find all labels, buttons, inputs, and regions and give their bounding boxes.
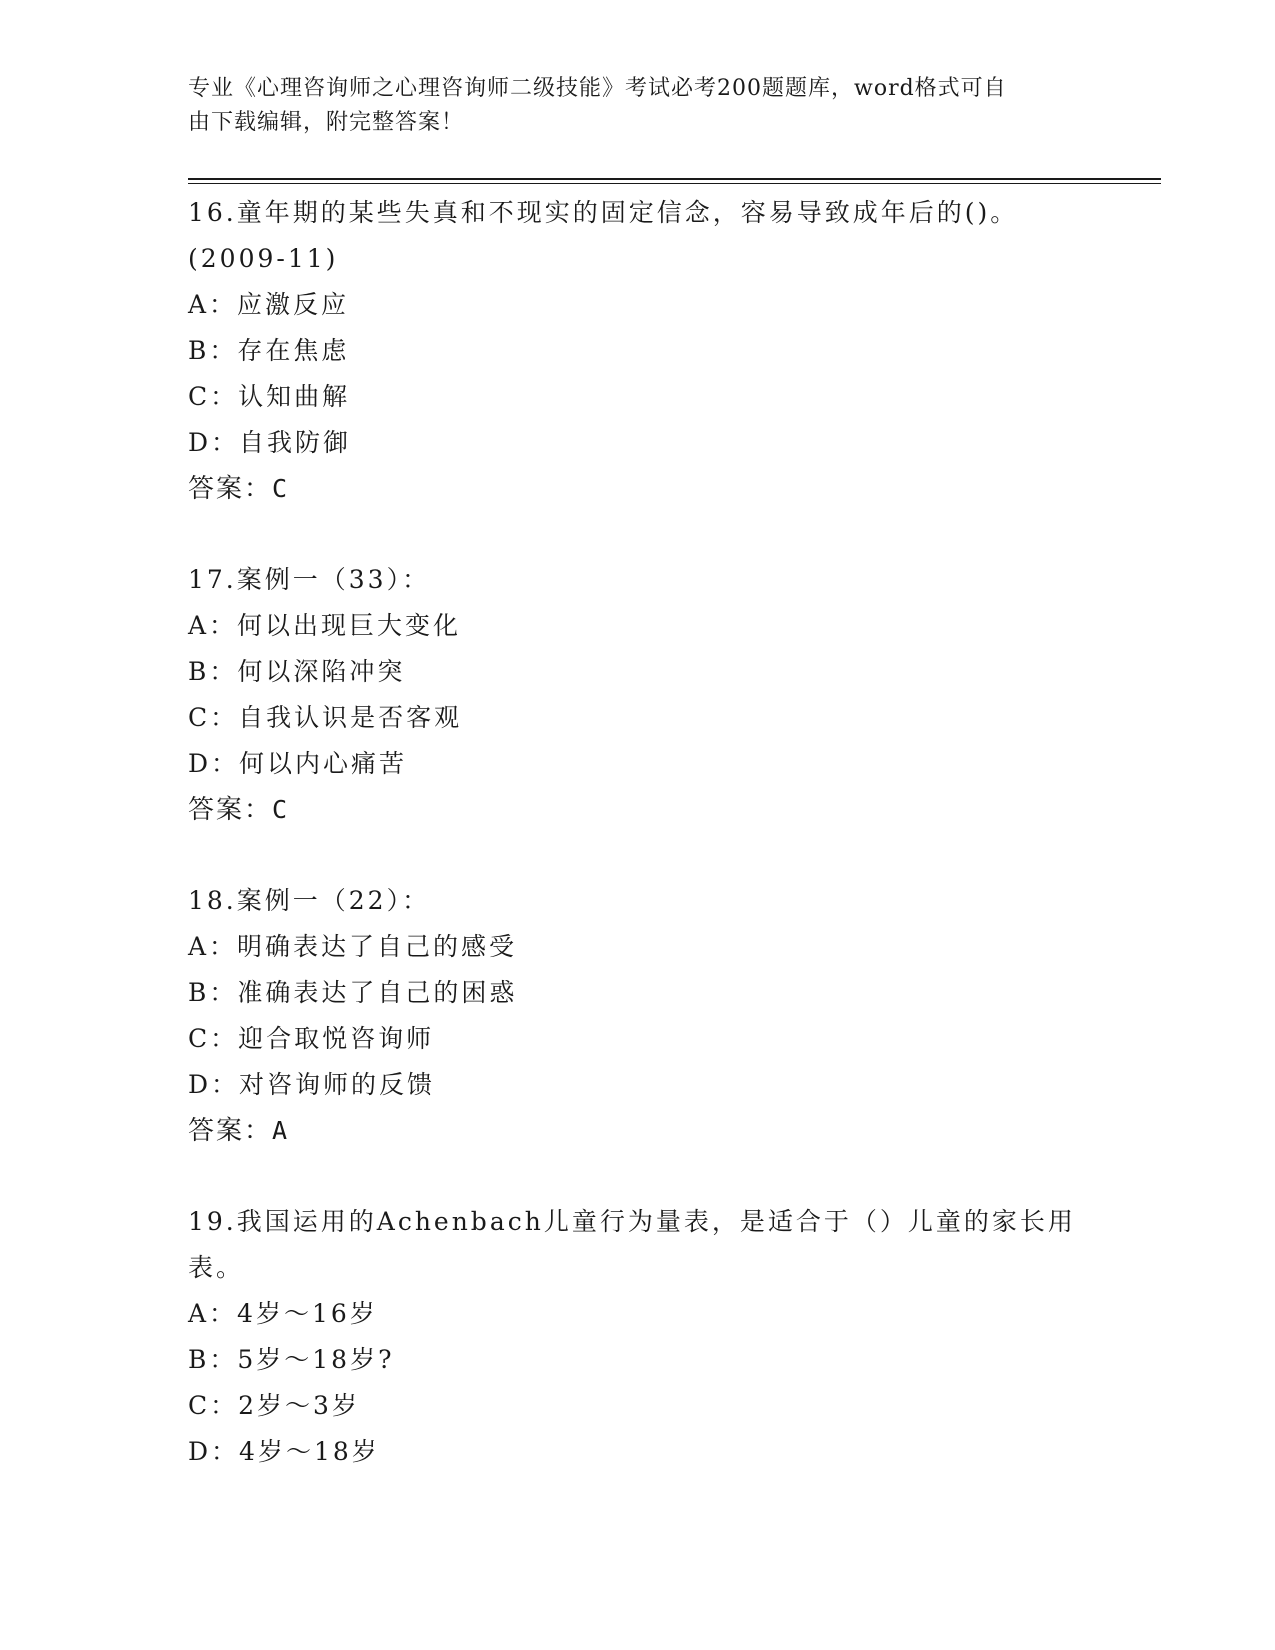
option-b: B：5岁～18岁? [188,1345,395,1374]
option-d: D：何以内心痛苦 [188,749,408,778]
answer-value: C [272,474,290,503]
option-c: C：自我认识是否客观 [188,703,463,732]
question-stem: 16.童年期的某些失真和不现实的固定信念，容易导致成年后的()。 [188,198,1019,227]
header-line-1: 专业《心理咨询师之心理咨询师二级技能》考试必考200题题库，word格式可自 [188,76,1007,101]
answer-label: 答案： [188,1116,273,1146]
option-a: A：应激反应 [188,290,350,319]
answer-value: A [272,1116,290,1145]
answer-label: 答案： [188,795,273,825]
question-list [188,190,1088,1475]
answer-line [188,1108,1088,1154]
spacer [188,833,1088,878]
header-divider-thick [188,178,1161,180]
document-header [188,72,1068,140]
answer-line [188,466,1088,512]
option-c: C：迎合取悦咨询师 [188,1024,435,1053]
answer-line [188,787,1088,833]
option-a: A：明确表达了自己的感受 [188,932,518,961]
header-divider-thin [188,183,1161,184]
question-stem-continued: 表。 [188,1253,245,1282]
option-d: D：对咨询师的反馈 [188,1070,436,1099]
option-b: B：存在焦虑 [188,336,350,365]
option-d: D：4岁～18岁 [188,1437,380,1466]
spacer [188,1154,1088,1199]
header-line-2: 由下载编辑，附完整答案！ [188,110,465,135]
question-19 [188,1199,1088,1475]
answer-label: 答案： [188,474,273,504]
question-stem: 19.我国运用的Achenbach儿童行为量表，是适合于（）儿童的家长用 [188,1207,1076,1236]
question-17 [188,557,1088,833]
option-b: B：何以深陷冲突 [188,657,406,686]
question-stem-continued: (2009-11) [188,244,339,273]
option-c: C：认知曲解 [188,382,351,411]
spacer [188,512,1088,557]
question-stem: 18.案例一（22）： [188,886,431,915]
question-18 [188,878,1088,1154]
option-a: A：4岁～16岁 [188,1299,378,1328]
answer-value: C [272,795,290,824]
question-stem: 17.案例一（33）： [188,565,431,594]
option-c: C：2岁～3岁 [188,1391,360,1420]
option-d: D：自我防御 [188,428,352,457]
option-a: A：何以出现巨大变化 [188,611,462,640]
option-b: B：准确表达了自己的困惑 [188,978,518,1007]
question-16 [188,190,1088,512]
